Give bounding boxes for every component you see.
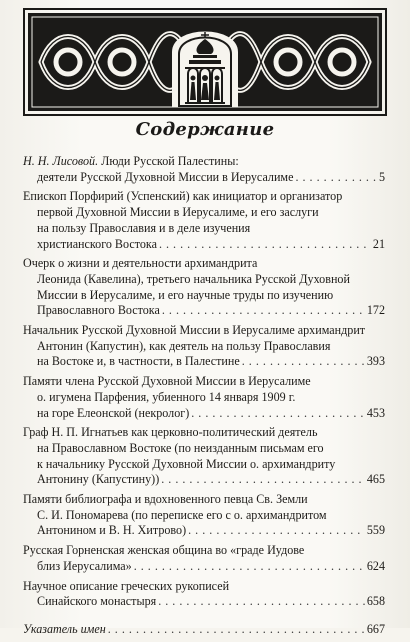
toc-entry-text: на Православном Востоке (по неизданным письмам его xyxy=(37,440,324,455)
toc-entry-line xyxy=(23,492,385,508)
toc-entry-text: на пользу Православия и в деле изучения xyxy=(37,220,251,235)
toc-entry[interactable] xyxy=(23,256,385,319)
toc-entry[interactable] xyxy=(23,154,385,185)
toc-page-number: 172 xyxy=(366,303,385,318)
toc-entry-line xyxy=(23,272,385,288)
leader-dots xyxy=(191,406,365,422)
toc-entry-line xyxy=(23,559,385,575)
leader-dots xyxy=(162,303,365,319)
toc-entry-author: Н. Н. Лисовой. xyxy=(23,154,102,168)
toc-entry[interactable] xyxy=(23,543,385,574)
toc-entry-line xyxy=(23,579,385,595)
toc-entry-line xyxy=(23,523,385,539)
table-of-contents xyxy=(23,154,385,642)
toc-entry-line xyxy=(23,256,385,272)
toc-entry-line xyxy=(23,288,385,304)
toc-entry-line xyxy=(23,594,385,610)
toc-entry-line xyxy=(23,323,385,339)
toc-entry-text: Очерк о жизни и деятельности архимандрита xyxy=(23,256,258,271)
leader-dots xyxy=(108,622,365,638)
toc-entry-text: Православного Востока xyxy=(37,303,160,318)
toc-entry-text: Памяти члена Русской Духовной Миссии в Иерусалиме xyxy=(23,374,311,389)
toc-entry-line xyxy=(23,154,385,170)
toc-page-number: 453 xyxy=(366,405,385,420)
toc-page-number: 465 xyxy=(366,472,385,487)
contents-heading: Содержание xyxy=(135,119,275,140)
toc-entry-line xyxy=(23,425,385,441)
toc-entry-line xyxy=(23,543,385,559)
toc-entry-text: Граф Н. П. Игнатьев как церковно-политический деятель xyxy=(23,425,318,440)
toc-entry-text: Люди Русской Палестины: xyxy=(101,154,239,168)
toc-entry-text: Антонину (Капустину)) xyxy=(37,472,160,487)
toc-entry-text: на Востоке и, в частности, в Палестине xyxy=(37,354,240,369)
index-label: Указатель имен xyxy=(23,621,106,636)
toc-entry-line xyxy=(23,189,385,205)
toc-entry-line xyxy=(23,622,385,638)
toc-entry-text: Антонином и В. Н. Хитрово) xyxy=(37,523,187,538)
toc-entry-text: Антонин (Капустин), как деятель на пользу Православия xyxy=(37,338,331,353)
toc-page-number: 5 xyxy=(378,169,385,184)
toc-entry-text: к начальнику Русской Духовной Миссии о. архимандриту xyxy=(37,456,336,471)
toc-entry[interactable] xyxy=(23,579,385,610)
toc-entry-text: Леонида (Кавелина), третьего начальника Русской Духовной xyxy=(37,271,350,286)
toc-entry-line xyxy=(23,406,385,422)
toc-entry-text: Миссии в Иерусалиме, и его научные труды по изучению xyxy=(37,287,334,302)
toc-entry-text: деятели Русской Духовной Миссии в Иерусалиме xyxy=(37,169,294,184)
leader-dots xyxy=(188,523,365,539)
toc-entry-line xyxy=(23,354,385,370)
toc-page-number: 393 xyxy=(366,354,385,369)
toc-entry-text: Памяти библиографа и вдохновенного певца Св. Земли xyxy=(23,492,308,507)
toc-entry-text: христианского Востока xyxy=(37,236,157,251)
toc-entry-line xyxy=(23,205,385,221)
toc-entry-line xyxy=(23,508,385,524)
leader-dots xyxy=(134,559,365,575)
toc-entry-line xyxy=(23,237,385,253)
toc-entry-text: первой Духовной Миссии в Иерусалиме, и его заслуги xyxy=(37,205,319,220)
ornamental-header-banner xyxy=(23,8,387,116)
toc-page-number: 624 xyxy=(366,558,385,573)
toc-page-number: 559 xyxy=(366,523,385,538)
toc-entry-index[interactable] xyxy=(23,622,385,638)
leader-dots xyxy=(242,354,365,370)
leader-dots xyxy=(159,237,371,253)
toc-entry[interactable] xyxy=(23,323,385,370)
toc-entry-line xyxy=(23,472,385,488)
leader-dots xyxy=(295,170,377,186)
toc-entry-line xyxy=(23,441,385,457)
toc-entry-line xyxy=(23,390,385,406)
toc-entry[interactable] xyxy=(23,425,385,488)
toc-page-number: 21 xyxy=(372,236,385,251)
toc-entry[interactable] xyxy=(23,189,385,252)
toc-entry[interactable] xyxy=(23,492,385,539)
toc-entry-line xyxy=(23,303,385,319)
toc-page-number: 667 xyxy=(366,621,385,636)
toc-entry-line xyxy=(23,170,385,186)
toc-entry-text: Синайского монастыря xyxy=(37,594,157,609)
toc-entry-text: о. игумена Парфения, убиенного 14 января 1909 г. xyxy=(37,389,296,404)
toc-entry-text: Русская Горненская женская община во «граде Иудове xyxy=(23,543,305,558)
toc-entry-line xyxy=(23,221,385,237)
toc-entry-text: близ Иерусалима» xyxy=(37,558,132,573)
toc-entry-text: Начальник Русской Духовной Миссии в Иерусалиме архимандрит xyxy=(23,323,366,338)
toc-entry-text: Научное описание греческих рукописей xyxy=(23,578,230,593)
toc-entry-line xyxy=(23,457,385,473)
toc-page-number: 658 xyxy=(366,594,385,609)
toc-entry-line xyxy=(23,339,385,355)
toc-entry[interactable] xyxy=(23,374,385,421)
leader-dots xyxy=(161,472,365,488)
toc-entry-text: Епископ Порфирий (Успенский) как инициатор и организатор xyxy=(23,189,343,204)
leader-dots xyxy=(158,594,365,610)
toc-entry-text: С. И. Пономарева (по переписке его с о. архимандритом xyxy=(37,507,327,522)
toc-entry-text: на горе Елеонской (некролог) xyxy=(37,405,190,420)
toc-entry-line xyxy=(23,374,385,390)
